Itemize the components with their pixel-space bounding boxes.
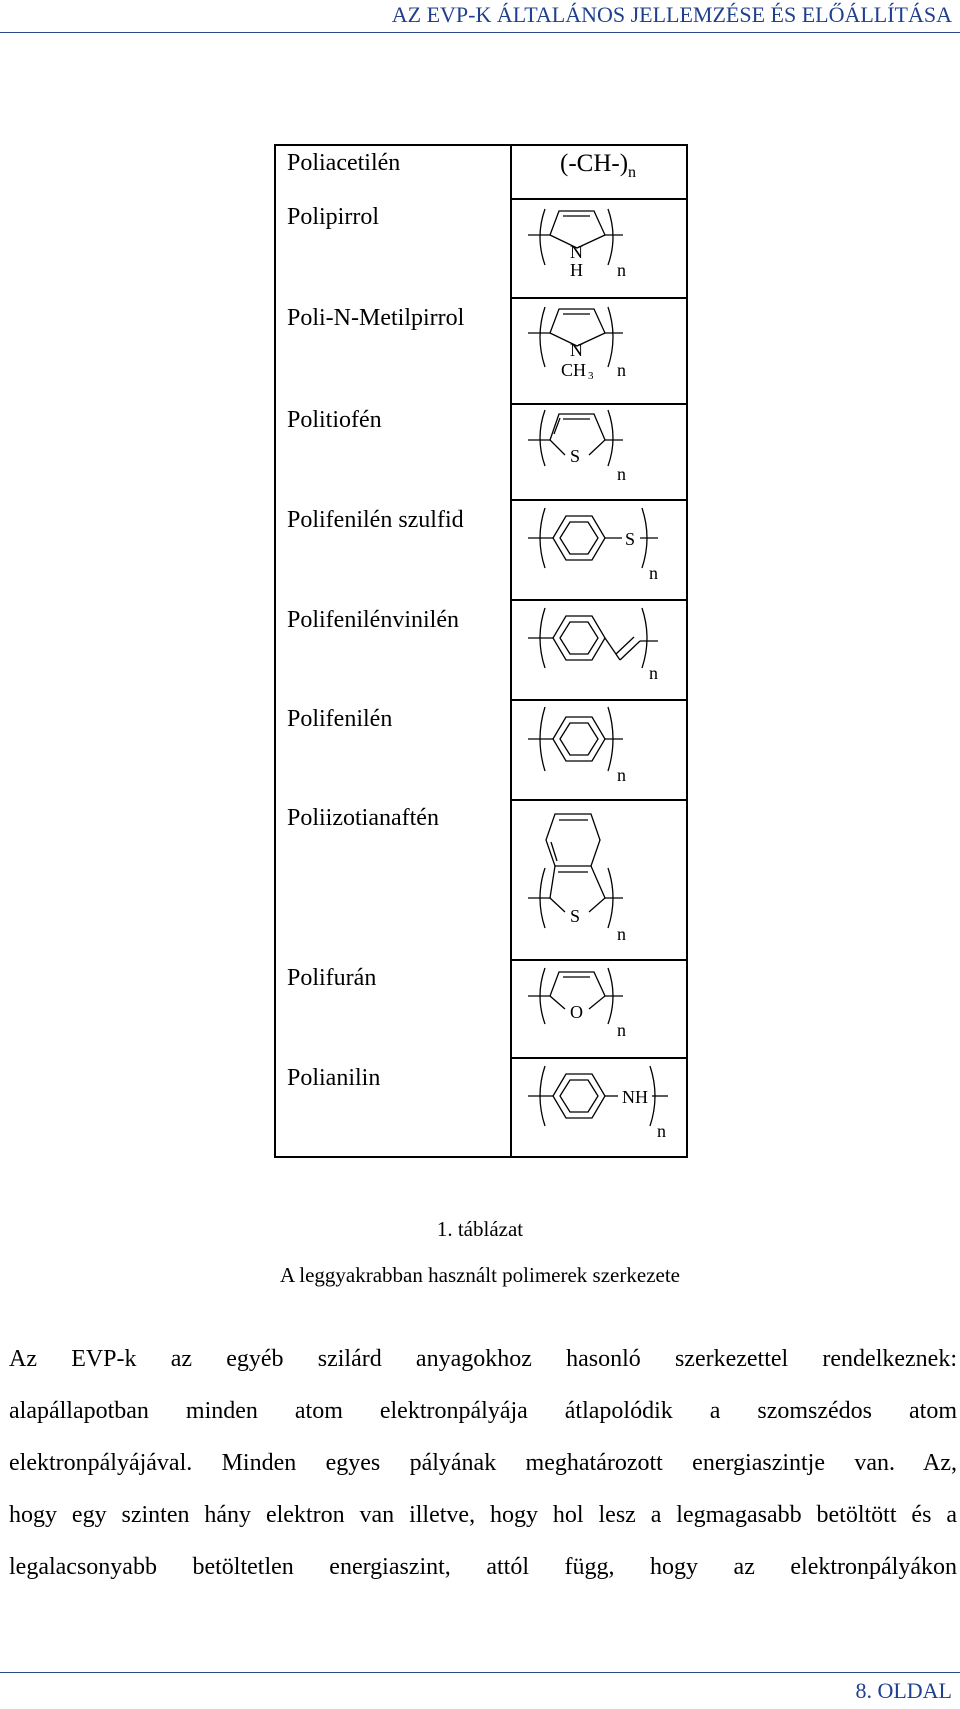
metilpirrol-3-label: 3: [588, 370, 594, 382]
polifenilenvinilen-structure: [528, 608, 658, 668]
vinilen-n-subscript: n: [649, 663, 658, 683]
polifuran-n-subscript: n: [617, 1020, 626, 1040]
politiofen-n-subscript: n: [617, 464, 626, 484]
polianilin-nh-label: NH: [622, 1087, 648, 1107]
body-line-5: legalacsonyabb betöltetlen energiaszint, attól függ, hogy az elektronpályákon: [9, 1554, 957, 1580]
polymer-name-polifenilenvinilen: Polifenilénvinilén: [287, 607, 459, 633]
body-line-1: Az EVP-k az egyéb szilárd anyagokhoz hasonló szerkezettel rendelkeznek:: [9, 1346, 957, 1372]
body-line-2: alapállapotban minden atom elektronpályája átlapolódik a szomszédos atom: [9, 1398, 957, 1424]
polipirrol-h-label: H: [570, 260, 583, 280]
formula-subscript: n: [628, 164, 637, 181]
polymer-name-poliizotianaften: Poliizotianaftén: [287, 805, 439, 831]
table-caption-text: A leggyakrabban használt polimerek szerkezete: [280, 1263, 680, 1287]
polipirrol-n-label: N: [570, 242, 583, 262]
polipirrol-n-subscript: n: [617, 260, 626, 280]
szulfid-n-subscript: n: [649, 563, 658, 583]
polymer-name-poli-n-metilpirrol: Poli-N-Metilpirrol: [287, 305, 465, 331]
polifenilen-szulfid-structure: [528, 508, 658, 568]
metilpirrol-n-subscript: n: [617, 360, 626, 380]
izotianaften-s-label: S: [570, 906, 581, 926]
table-caption-number: 1. táblázat: [436, 1217, 524, 1241]
polianilin-n-subscript: n: [657, 1121, 666, 1141]
footer-rule: [0, 1672, 960, 1673]
formula-text: (-CH-): [560, 150, 629, 177]
table-grid: [511, 144, 688, 1158]
szulfid-s-label: S: [625, 529, 636, 549]
polymer-name-poliacetilen: Poliacetilén: [287, 150, 401, 176]
polifenilen-n-subscript: n: [617, 765, 626, 785]
body-line-3: elektronpályájával. Minden egyes pályának meghatározott energiaszintje van. Az,: [9, 1450, 957, 1476]
politiofen-s-label: S: [570, 446, 581, 466]
izotianaften-n-subscript: n: [617, 924, 626, 944]
page-number: 8. OLDAL: [855, 1678, 952, 1703]
polymer-name-polifenilen-szulfid: Polifenilén szulfid: [287, 507, 464, 533]
polifenilen-structure: [528, 707, 623, 771]
body-line-4: hogy egy szinten hány elektron van illetve, hogy hol lesz a legmagasabb betöltött és a: [9, 1502, 957, 1528]
polymer-name-polianilin: Polianilin: [287, 1065, 381, 1091]
polymer-name-polipirrol: Polipirrol: [287, 204, 380, 230]
polifuran-o-label: O: [570, 1002, 583, 1022]
metilpirrol-n-label: N: [570, 340, 583, 360]
polymer-name-polifenilen: Polifenilén: [287, 706, 393, 732]
polymer-name-politiofen: Politiofén: [287, 407, 382, 433]
metilpirrol-ch-label: CH: [561, 360, 587, 380]
page-header-title: AZ EVP-K ÁLTALÁNOS JELLEMZÉSE ÉS ELŐÁLLÍTÁSA: [391, 2, 952, 27]
polymer-name-polifuran: Polifurán: [287, 965, 377, 991]
